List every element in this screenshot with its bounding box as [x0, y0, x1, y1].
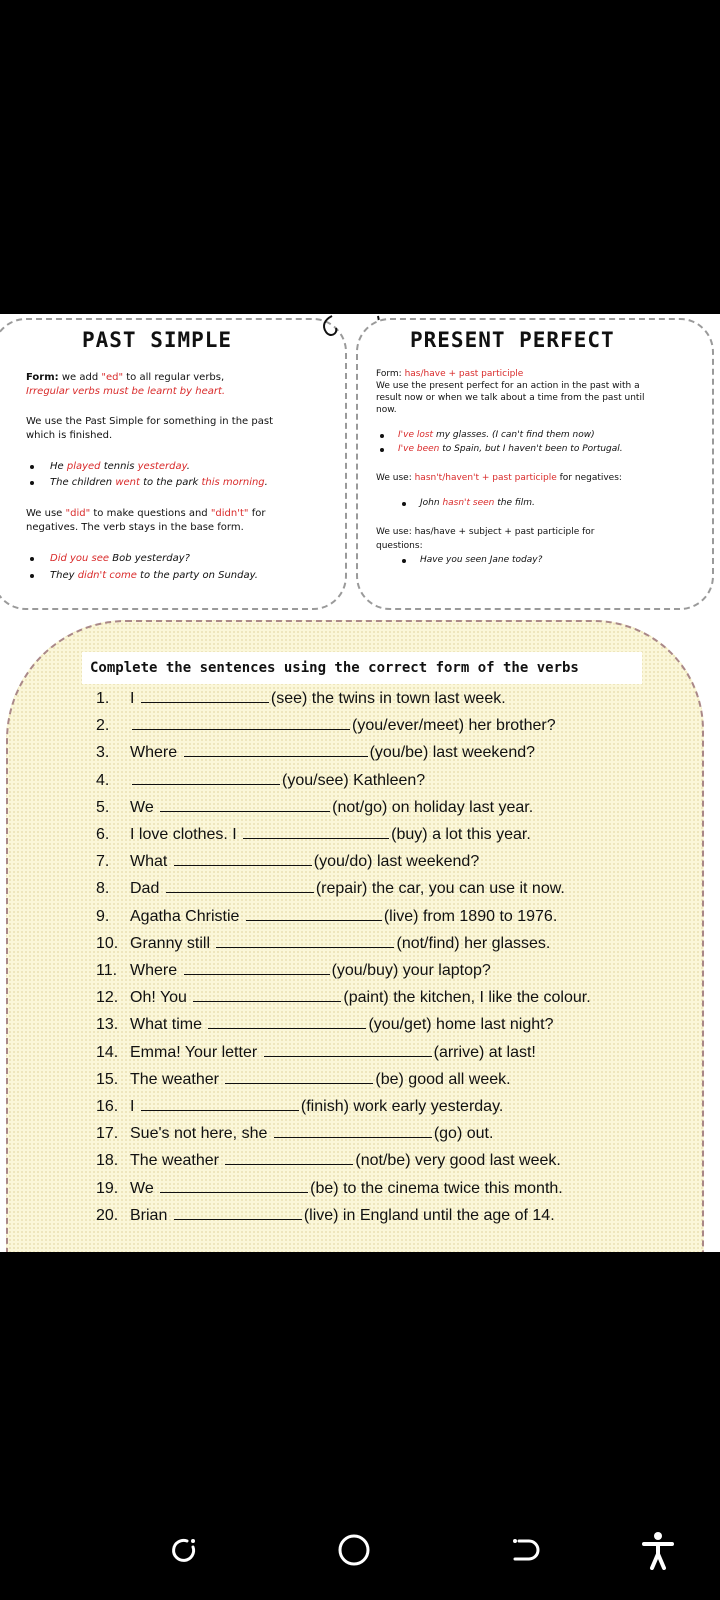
exercise-item — [96, 933, 550, 955]
exercise-number: 6. — [96, 826, 110, 843]
exercise-subject: What — [130, 853, 168, 871]
present-question-example: Have you seen Jane today? — [420, 555, 543, 565]
bullet-icon — [30, 557, 34, 561]
past-question-2: They didn't come to the party on Sunday. — [50, 570, 258, 581]
present-use-line2: result now or when we talk about a time from the past until — [376, 393, 645, 403]
past-irregular-note: Irregular verbs must be learnt by heart. — [26, 386, 226, 397]
exercise-item — [96, 742, 535, 764]
exercise-verb-hint: (you/ever/meet) her brother? — [352, 717, 556, 735]
exercise-verb-hint: (not/be) very good last week. — [355, 1152, 561, 1170]
exercise-number: 7. — [96, 853, 110, 871]
exercise-number: 14. — [96, 1043, 119, 1061]
exercise-subject: The weather — [130, 1152, 219, 1170]
bullet-icon — [30, 574, 34, 578]
answer-blank[interactable] — [160, 1178, 308, 1193]
present-negative-line: We use: hasn't/haven't + past participle for negatives: — [376, 473, 622, 483]
exercise-subject: The weather — [130, 1070, 219, 1088]
exercise-item — [96, 851, 479, 873]
exercise-number: 8. — [96, 880, 110, 898]
exercise-number: 3. — [96, 744, 110, 762]
exercise-subject: I — [130, 1098, 135, 1115]
exercise-subject: I love clothes. I — [130, 826, 237, 843]
answer-blank[interactable] — [225, 1069, 373, 1084]
answer-blank[interactable] — [225, 1150, 353, 1165]
exercise-subject: Where — [130, 744, 178, 762]
answer-blank[interactable] — [166, 878, 314, 893]
exercise-subject: Granny still — [130, 934, 211, 952]
exercise-item — [96, 1150, 561, 1172]
exercise-item — [96, 960, 491, 982]
answer-blank[interactable] — [246, 906, 382, 921]
exercise-subject: We — [130, 1179, 154, 1197]
exercise-number: 10. — [96, 934, 119, 952]
exercise-subject: Brian — [130, 1206, 168, 1224]
back-icon[interactable] — [504, 1530, 544, 1570]
present-use-line3: now. — [376, 405, 397, 415]
exercise-verb-hint: (see) the twins in town last week. — [270, 690, 506, 707]
exercise-number: 17. — [96, 1125, 119, 1143]
exercise-verb-hint: (you/see) Kathleen? — [282, 771, 426, 789]
past-simple-title: PAST SIMPLE — [82, 328, 233, 352]
past-use-line2: which is finished. — [26, 430, 113, 441]
exercise-subject: Where — [130, 962, 178, 979]
exercise-item — [96, 1205, 555, 1227]
answer-blank[interactable] — [132, 770, 280, 785]
present-question-line2: questions: — [376, 541, 423, 551]
exercise-subject: I — [130, 690, 135, 707]
exercise-number: 9. — [96, 907, 110, 925]
exercise-verb-hint: (paint) the kitchen, I like the colour. — [343, 989, 591, 1007]
answer-blank[interactable] — [216, 933, 394, 948]
exercise-item — [96, 1123, 493, 1145]
exercise-subject: Agatha Christie — [130, 907, 240, 925]
exercise-number: 16. — [96, 1098, 119, 1115]
exercise-subject: What time — [130, 1016, 203, 1034]
exercise-item — [96, 1069, 511, 1091]
present-example-1: I've lost my glasses. (I can't find them now) — [398, 430, 595, 440]
exercise-item — [96, 1096, 503, 1118]
bullet-icon — [30, 465, 34, 469]
exercise-subject: Oh! You — [130, 989, 187, 1007]
exercise-number: 4. — [96, 771, 110, 789]
exercise-number: 18. — [96, 1152, 119, 1170]
exercise-instruction: Complete the sentences using the correct form of the verbs — [82, 652, 642, 684]
present-perfect-box — [356, 318, 714, 610]
exercise-verb-hint: (you/be) last weekend? — [369, 744, 536, 762]
present-question-line1: We use: has/have + subject + past participle for — [376, 527, 595, 537]
present-use-line1: We use the present perfect for an action in the past with a — [376, 381, 640, 391]
exercise-verb-hint: (arrive) at last! — [433, 1043, 536, 1061]
navigation-bar — [0, 1500, 720, 1600]
bullet-icon — [402, 502, 406, 506]
answer-blank[interactable] — [184, 960, 330, 975]
exercise-number: 13. — [96, 1016, 119, 1034]
answer-blank[interactable] — [274, 1123, 432, 1138]
exercise-number: 11. — [96, 962, 118, 979]
exercise-verb-hint: (not/go) on holiday last year. — [332, 798, 534, 816]
exercise-item — [96, 878, 565, 900]
exercise-number: 2. — [96, 717, 110, 735]
past-example-2: The children went to the park this morning. — [50, 477, 268, 488]
exercise-verb-hint: (finish) work early yesterday. — [300, 1098, 504, 1115]
exercise-subject: Dad — [130, 880, 160, 898]
exercise-verb-hint: (repair) the car, you can use it now. — [315, 880, 565, 898]
present-form-line: Form: has/have + past participle — [376, 369, 524, 379]
exercise-number: 12. — [96, 989, 119, 1007]
past-example-1: He played tennis yesterday. — [50, 461, 190, 472]
exercise-verb-hint: (you/do) last weekend? — [313, 853, 480, 871]
answer-blank[interactable] — [141, 1096, 299, 1111]
bullet-icon — [380, 434, 384, 438]
exercise-item — [96, 715, 556, 737]
exercise-subject: We — [130, 798, 154, 816]
bullet-icon — [380, 448, 384, 452]
answer-blank[interactable] — [160, 797, 330, 812]
exercise-verb-hint: (not/find) her glasses. — [396, 934, 551, 952]
exercise-subject: Emma! Your letter — [130, 1043, 258, 1061]
exercise-item — [96, 797, 533, 819]
exercise-item — [96, 1042, 536, 1064]
exercise-verb-hint: (live) in England until the age of 14. — [303, 1206, 555, 1224]
hook-left-icon — [318, 314, 340, 340]
answer-blank[interactable] — [174, 1205, 302, 1220]
answer-blank[interactable] — [141, 688, 269, 703]
exercise-verb-hint: (be) to the cinema twice this month. — [310, 1179, 563, 1197]
bullet-icon — [402, 559, 406, 563]
home-icon[interactable] — [334, 1530, 374, 1570]
past-simple-box — [0, 318, 347, 610]
past-question-1: Did you see Bob yesterday? — [50, 553, 190, 564]
worksheet-image — [0, 314, 720, 1252]
answer-blank[interactable] — [184, 742, 368, 757]
exercise-number: 1. — [96, 690, 110, 707]
exercise-verb-hint: (go) out. — [433, 1125, 494, 1143]
exercise-item — [96, 688, 506, 710]
exercise-number: 5. — [96, 798, 110, 816]
answer-blank[interactable] — [243, 824, 389, 839]
rotate-icon[interactable] — [164, 1530, 204, 1570]
past-did-line1: We use "did" to make questions and "didn't" for — [26, 508, 266, 519]
present-perfect-title: PRESENT PERFECT — [410, 328, 615, 352]
exercise-item — [96, 1014, 553, 1036]
past-use-line1: We use the Past Simple for something in the past — [26, 416, 273, 427]
past-did-line2: negatives. The verb stays in the base form. — [26, 522, 244, 533]
exercise-verb-hint: (live) from 1890 to 1976. — [383, 907, 558, 925]
exercise-number: 19. — [96, 1179, 119, 1197]
exercise-verb-hint: (buy) a lot this year. — [391, 826, 531, 843]
exercise-item — [96, 770, 425, 792]
exercise-item — [96, 987, 591, 1009]
past-form-line: Form: we add "ed" to all regular verbs, — [26, 372, 225, 383]
exercise-verb-hint: (you/buy) your laptop? — [331, 962, 491, 979]
exercise-number: 20. — [96, 1206, 119, 1224]
exercise-number: 15. — [96, 1070, 119, 1088]
answer-blank[interactable] — [208, 1014, 366, 1029]
exercise-subject: Sue's not here, she — [130, 1125, 268, 1143]
exercise-item — [96, 906, 557, 928]
exercise-verb-hint: (be) good all week. — [375, 1070, 511, 1088]
exercise-verb-hint: (you/get) home last night? — [368, 1016, 554, 1034]
exercise-item — [96, 824, 531, 846]
exercise-item — [96, 1178, 563, 1200]
answer-blank[interactable] — [264, 1042, 432, 1057]
answer-blank[interactable] — [174, 851, 312, 866]
present-example-2: I've been to Spain, but I haven't been to Portugal. — [398, 444, 623, 454]
answer-blank[interactable] — [132, 715, 350, 730]
answer-blank[interactable] — [193, 987, 341, 1002]
accessibility-icon[interactable] — [638, 1530, 678, 1570]
present-negative-example: John hasn't seen the film. — [420, 498, 535, 508]
bullet-icon — [30, 481, 34, 485]
